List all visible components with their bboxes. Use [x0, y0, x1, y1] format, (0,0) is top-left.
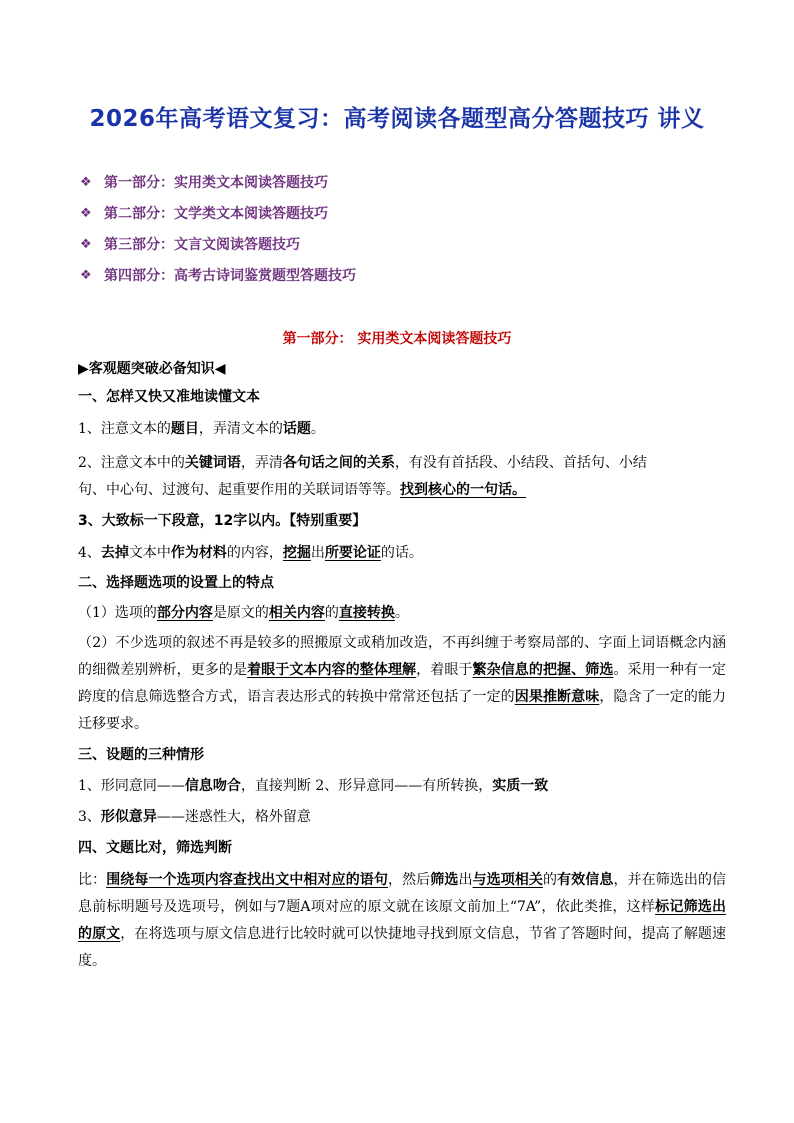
emphasis: 实质一致	[492, 778, 549, 794]
diamond-bullet-icon: ❖	[80, 237, 92, 252]
toc-item	[80, 234, 356, 265]
paragraph-4	[78, 542, 728, 564]
emphasis: 形似意异	[100, 809, 157, 825]
emphasis: 着眼于文本内容的整体理解	[247, 662, 417, 678]
emphasis: 题目	[170, 421, 199, 437]
paragraph-3: 3、大致标一下段意，12字以内。【特别重要】	[78, 513, 367, 529]
emphasis: 相关内容	[268, 605, 325, 621]
text: 3、	[78, 809, 101, 825]
text: 2、注意文本中的	[78, 455, 185, 471]
text: （2）不少选项的叙述不再是较多的照搬原文或稍加改造，不再纠缠于考察局部的、字面上词语概念内涵的细微差别辨析，更多的是	[78, 635, 726, 678]
text: 。	[394, 605, 409, 621]
text: ，着眼于	[416, 662, 473, 678]
text: 是原文的	[212, 605, 269, 621]
emphasis: 所要论证	[324, 545, 381, 561]
text: 的话。	[380, 545, 423, 561]
document-body	[78, 358, 728, 975]
text: 4、	[78, 545, 101, 561]
emphasis: 部分内容	[156, 605, 213, 621]
paragraph-6	[78, 630, 726, 738]
emphasis: 有效信息	[557, 872, 614, 888]
emphasis: 围绕每一个选项内容查找出文中相对应的语句	[106, 872, 388, 888]
objective-label: 客观题突破必备知识	[88, 361, 215, 377]
text: 的	[324, 605, 339, 621]
text: ，弄清	[240, 455, 283, 471]
heading-1: 一、怎样又快又准地读懂文本	[78, 389, 260, 405]
text: 出	[458, 872, 473, 888]
text: ，然后	[387, 872, 431, 888]
text: （1）选项的	[78, 605, 157, 621]
toc-item-label: 第四部分：高考古诗词鉴赏题型答题技巧	[104, 268, 356, 284]
text: ，有没有首括段、小结段、首括句、小结	[394, 455, 647, 471]
emphasis: 挖掘	[282, 545, 311, 561]
section-heading: 第一部分： 实用类文本阅读答题技巧	[282, 331, 512, 347]
text: 文本中	[128, 545, 171, 561]
emphasis: 去掉	[100, 545, 129, 561]
emphasis: 标记筛选出的原文	[78, 899, 727, 942]
paragraph-7	[78, 775, 728, 797]
paragraph-8	[78, 806, 728, 828]
text: 1、注意文本的	[78, 421, 171, 437]
emphasis: 直接转换	[338, 605, 395, 621]
paragraph-1	[78, 418, 728, 440]
text: 。采用一种有一定跨度的信息筛选整合方式，语言表达形式的转换中常常还包括了一定的	[78, 662, 727, 705]
text: ，隐含了一定的能力迁移要求。	[78, 689, 727, 732]
text: 比：	[78, 872, 107, 888]
toc-item-label: 第三部分：文言文阅读答题技巧	[104, 237, 300, 253]
emphasis: 与选项相关	[472, 872, 543, 888]
emphasis: 话题	[282, 421, 311, 437]
heading-4: 四、文题比对，筛选判断	[78, 840, 232, 856]
emphasis: 因果推断意味	[514, 689, 600, 705]
heading-2: 二、选择题选项的设置上的特点	[78, 575, 274, 591]
text: 1、形同意同——	[78, 778, 185, 794]
paragraph-9	[78, 867, 726, 975]
text: ，弄清文本的	[198, 421, 283, 437]
diamond-bullet-icon: ❖	[80, 206, 92, 221]
toc-item	[80, 265, 356, 296]
diamond-bullet-icon: ❖	[80, 175, 92, 190]
emphasis: 作为材料	[170, 545, 227, 561]
toc-item	[80, 172, 356, 203]
heading-3: 三、设题的三种情形	[78, 747, 204, 763]
emphasis: 关键词语	[184, 455, 241, 471]
objective-label-row	[78, 358, 728, 380]
emphasis: 信息吻合	[184, 778, 241, 794]
right-arrow-icon: ◀︎	[214, 361, 226, 377]
paragraph-2	[78, 450, 726, 504]
paragraph-5	[78, 602, 728, 624]
text: ，并在筛选出的信息前标明题号及选项号，例如与7题A项对应的原文就在该原文前加上“7A”，依此类推，这样	[78, 872, 727, 915]
toc-item	[80, 203, 356, 234]
left-arrow-icon: ▶︎	[78, 361, 89, 377]
emphasis: 各句话之间的关系	[282, 455, 395, 471]
toc-item-label: 第二部分：文学类文本阅读答题技巧	[104, 206, 328, 222]
text: 出	[310, 545, 325, 561]
text: ——迷惑性大，格外留意	[156, 809, 311, 825]
text: 的内容，	[226, 545, 283, 561]
text: 的	[542, 872, 558, 888]
table-of-contents	[80, 172, 356, 296]
emphasis: 繁杂信息的把握、筛选	[472, 662, 614, 678]
text: 句、中心句、过渡句、起重要作用的关联词语等等。	[78, 482, 400, 498]
toc-item-label: 第一部分：实用类文本阅读答题技巧	[104, 175, 328, 191]
text: 。	[310, 421, 325, 437]
text: ，直接判断 2、形异意同——有所转换，	[240, 778, 493, 794]
emphasis: 筛选	[430, 872, 459, 888]
diamond-bullet-icon: ❖	[80, 268, 92, 283]
emphasis: 找到核心的一句话。	[400, 482, 526, 498]
document-title: 2026年高考语文复习：高考阅读各题型高分答题技巧 讲义	[89, 106, 705, 132]
text: ，在将选项与原文信息进行比较时就可以快捷地寻找到原文信息，节省了答题时间，提高了解题速度。	[78, 926, 727, 969]
